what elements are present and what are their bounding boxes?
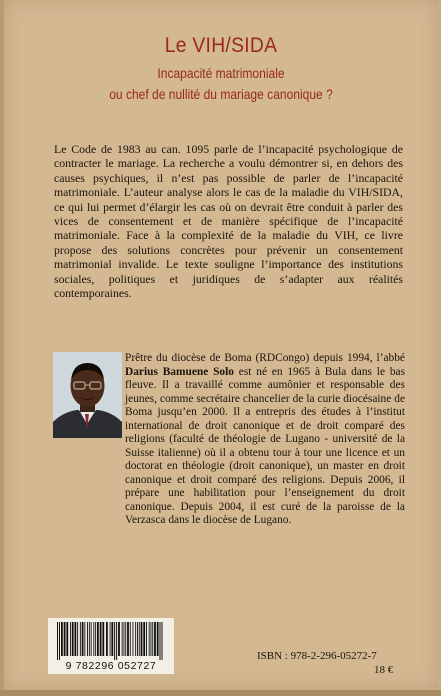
book-subtitle-line1: Incapacité matrimoniale (157, 65, 285, 81)
book-summary: Le Code de 1983 au can. 1095 parle de l’incapacité psychologique de contracter le mariage. La recherche a voulu démontrer si, en dehors des causes psychiques, il n’est pas possible de parler de l’incapacité matrimoniale. L’auteur analyse alors le cas de la maladie du VIH/SIDA, ce qui lui permet d’élargir les cas où on devrait être conduit à parler des vices de consentement et de manière spécifique de l’incapacité matrimoniale. Face à la complexité de la maladie du VIH, ce livre propose des solutions concrètes pour prévenir un consentement matrimonial invalide. Le texte souligne l’importance des institutions sociales, politiques et juridiques de s’adapter aux réalités contemporaines. (54, 142, 403, 301)
bottom-edge (0, 690, 441, 696)
price: 18 € (374, 664, 394, 676)
isbn-number: ISBN : 978-2-296-05272-7 (257, 650, 377, 662)
author-bio: Prêtre du diocèse de Boma (RDCongo) depuis 1994, l’abbé Darius Bamuene Solo est né en 1965 à Bula dans le bas fleuve. Il a travaillé comme aumônier et responsable des jeunes, comme secrétaire chancelier de la curie diocésaine de Boma jusqu’en 2000. Il a entrepris des études à l’institut international de droit canonique et de droit comparé des religions (faculté de théologie de Lugano - université de la Suisse italienne) où il a obtenu tour à tour une licence et un doctorat en théologie (droit canonique), un master en droit canonique et droit comparé des religions. Depuis 2006, il prépare une habilitation pour l’enseignement du droit canonique. Depuis 2004, il est curé de la paroisse de la Verzasca dans le diocèse de Lugano. (125, 352, 406, 526)
back-cover (4, 0, 438, 690)
book-subtitle-line2: ou chef de nullité du mariage canonique ? (109, 86, 333, 102)
isbn-barcode (48, 618, 174, 674)
author-name: Darius Bamuene Solo (125, 365, 234, 378)
author-photo (53, 352, 122, 438)
book-title: Le VIH/SIDA (164, 34, 278, 57)
barcode-bars (55, 622, 167, 660)
barcode-digits: 9 782296 052727 (65, 660, 157, 672)
